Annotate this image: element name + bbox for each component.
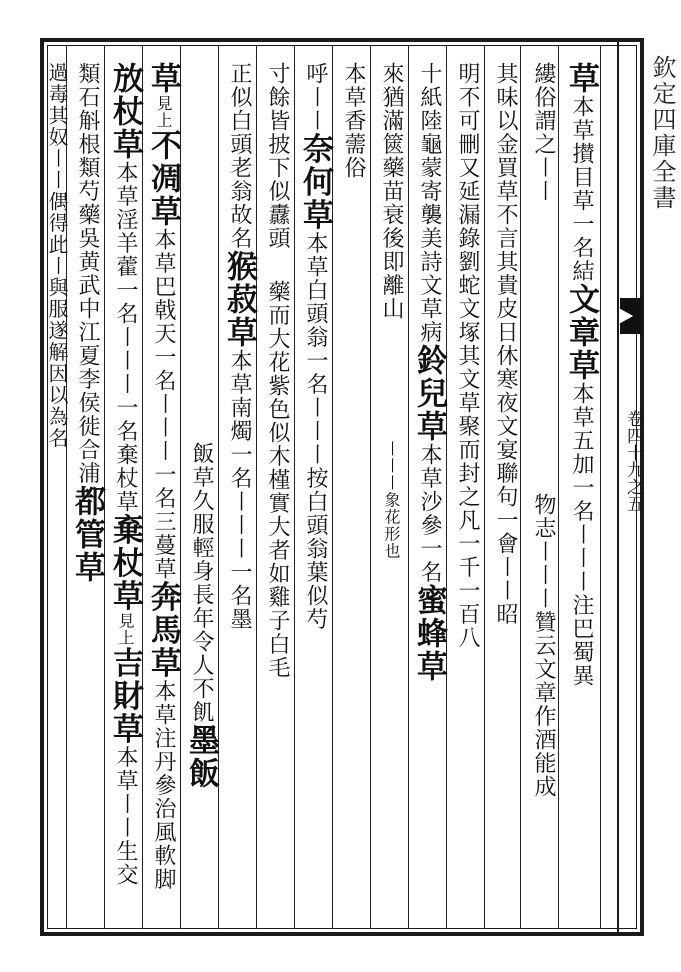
entry-heading: 不凋草 — [145, 129, 181, 228]
entry-text: 本草白頭翁一名〡〡〡按白頭翁葉似芍 — [303, 231, 328, 631]
entry-text: 本草注丹參治風軟脚 — [151, 679, 176, 891]
entry-heading: 都管草 — [69, 485, 105, 584]
column-rule — [218, 45, 219, 929]
entry-heading: 鈴兒草 — [411, 344, 447, 443]
entry-text: 飯草久服輕身長年令人不飢 — [189, 442, 214, 724]
entry-heading: 草 — [563, 62, 599, 95]
text-column — [183, 62, 219, 922]
column-rule — [600, 45, 601, 929]
entry-text: 其味以金買草不言其貴皮日休寒夜文宴聯句一會〡〡昭 — [493, 62, 518, 626]
entry-text: 本草五加一名〡〡〡注巴蜀異 — [569, 382, 594, 688]
entry-heading: 吉財草 — [107, 646, 143, 746]
text-column — [411, 62, 447, 922]
column-rule — [256, 45, 257, 929]
text-column — [452, 62, 482, 922]
entry-text: 縷俗謂之〡〡 — [531, 62, 556, 203]
text-column — [45, 62, 72, 922]
entry-note: 見上 — [116, 612, 135, 647]
column-rule — [142, 45, 143, 929]
entry-text: 十紙陸龜蒙寄襲美詩文草病 — [417, 62, 442, 344]
entry-text: 本草〡〡生交 — [113, 745, 138, 887]
entry-heading: 蜜蜂草 — [411, 584, 447, 683]
column-rule — [370, 45, 371, 929]
entry-text: 過毒其奴〡〡偶得此〡與服遂解因以為名 — [45, 62, 69, 449]
entry-heading: 文章草 — [563, 283, 599, 382]
entry-text: 物志〡〡〡贊云文章作酒能成 — [531, 493, 556, 799]
text-column — [528, 62, 558, 922]
entry-heading: 奈何草 — [297, 132, 333, 232]
entry-text: 來猶滿篋藥苗衰後即離山 — [379, 62, 404, 321]
column-rule — [446, 45, 447, 929]
text-column — [563, 62, 599, 922]
column-rule — [294, 45, 295, 929]
entry-text: 正似白頭老翁故名 — [227, 62, 252, 250]
entry-text: 本草香薷俗 — [341, 62, 366, 180]
entry-heading: 棄杖草 — [107, 513, 143, 613]
entry-text: 本草攅目草一名結 — [569, 95, 594, 283]
text-column — [221, 62, 257, 922]
entry-text: 本草南燭一名〡〡〡一名墨 — [227, 349, 252, 631]
text-column — [69, 62, 105, 922]
text-column — [107, 62, 143, 922]
entry-heading: 猴菽草 — [221, 250, 257, 349]
column-rule — [408, 45, 409, 929]
volume-label: 卷四十九之五 — [623, 410, 643, 512]
entry-note: 〡〡〡象花形也 — [382, 440, 401, 560]
entry-heading: 草 — [145, 62, 181, 95]
entry-heading: 奔馬草 — [145, 580, 181, 680]
text-column — [297, 62, 333, 922]
entry-text: 明不可刪又延漏錄劉蛇文塚其文草聚而封之凡一千一百八 — [455, 62, 480, 650]
entry-text: 寸餘皆披下似纛頭 — [265, 62, 290, 250]
entry-heading: 墨飯 — [183, 724, 219, 790]
text-column — [376, 62, 406, 922]
entry-heading: 放杖草 — [107, 62, 143, 161]
entry-text: 類石斛根類芍藥吳黄武中江夏李侯徙合浦 — [75, 62, 100, 485]
text-column — [338, 62, 368, 922]
entry-text: 藥而大花紫色似木槿實大者如雞子白毛 — [265, 280, 290, 680]
column-rule — [520, 45, 521, 929]
entry-text: 本草巴戟天一名〡〡〡一名三蔓草 — [151, 228, 176, 581]
text-column — [262, 62, 292, 922]
column-rule — [484, 45, 485, 929]
entry-note: 見上 — [154, 95, 173, 129]
entry-text: 本草沙參一名 — [417, 443, 442, 584]
text-column — [490, 62, 520, 922]
column-rule — [558, 45, 559, 929]
book-title: 欽定四庫全書 — [648, 55, 676, 211]
text-column — [145, 62, 181, 922]
entry-text: 本草淫羊藿一名〡〡〡一名棄杖草 — [113, 161, 138, 514]
entry-text: 呼〡〡 — [303, 62, 328, 133]
